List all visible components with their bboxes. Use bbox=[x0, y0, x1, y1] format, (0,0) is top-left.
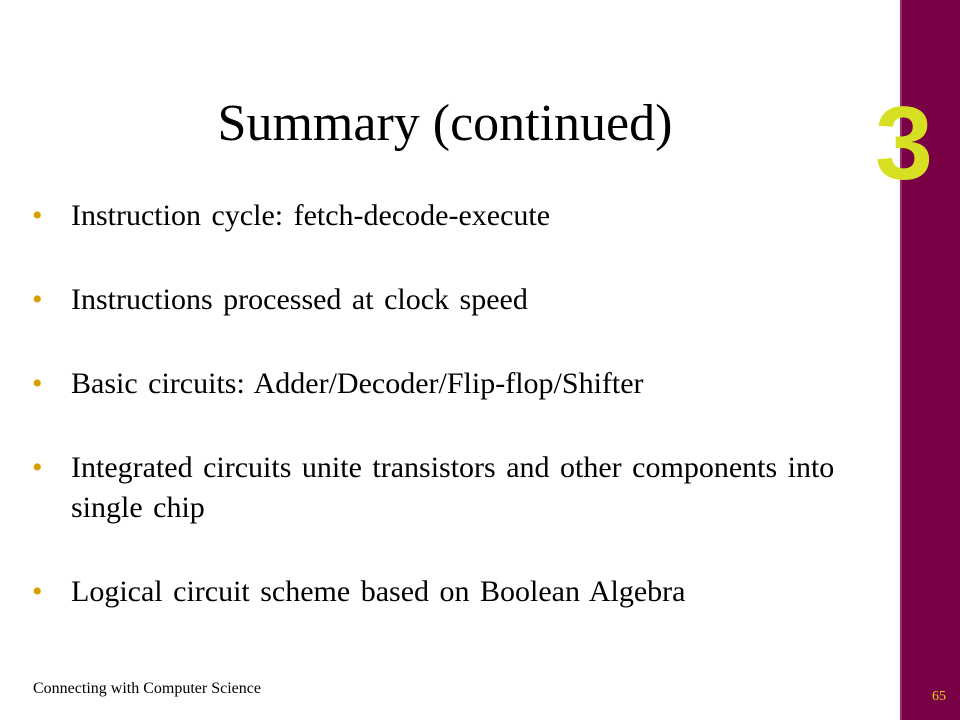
bullet-list bbox=[32, 196, 882, 612]
bullet-dot-icon: • bbox=[32, 283, 43, 316]
bullet-text: Logical circuit scheme based on Boolean Algebra bbox=[71, 575, 686, 608]
bullet-text: Instruction cycle: fetch-decode-execute bbox=[71, 199, 551, 232]
bullet-item bbox=[32, 196, 882, 236]
chapter-number-logo: 3 bbox=[875, 86, 931, 202]
bullet-text: Basic circuits: Adder/Decoder/Flip-flop/Shifter bbox=[71, 367, 644, 400]
page-number: 65 bbox=[932, 689, 946, 704]
bullet-item bbox=[32, 364, 882, 404]
bullet-text: Instructions processed at clock speed bbox=[71, 283, 528, 316]
bullet-item bbox=[32, 280, 882, 320]
bullet-item bbox=[32, 448, 882, 528]
bullet-dot-icon: • bbox=[32, 451, 43, 484]
footer-text: Connecting with Computer Science bbox=[33, 680, 261, 697]
bullet-dot-icon: • bbox=[32, 367, 43, 400]
bullet-item bbox=[32, 572, 882, 612]
slide-title: Summary (continued) bbox=[217, 95, 673, 152]
bullet-text: Integrated circuits unite transistors and other components into single chip bbox=[71, 451, 835, 524]
bullet-dot-icon: • bbox=[32, 575, 43, 608]
bullet-dot-icon: • bbox=[32, 199, 43, 232]
